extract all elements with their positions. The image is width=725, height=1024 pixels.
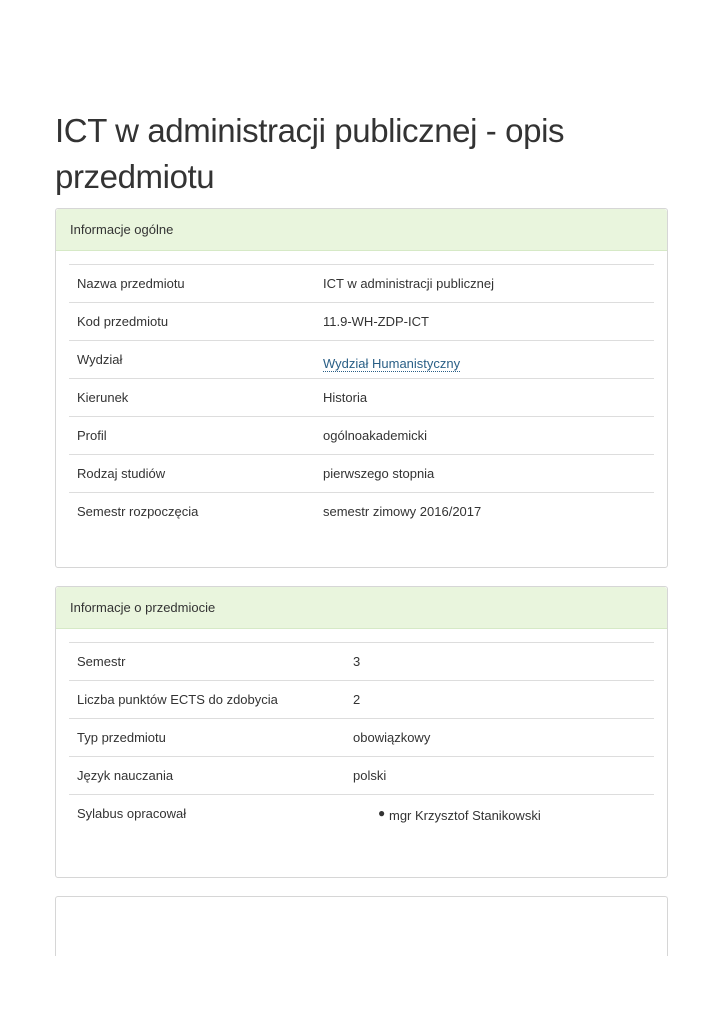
general-info-body bbox=[56, 251, 667, 531]
course-info-table bbox=[69, 642, 654, 833]
table-row bbox=[69, 643, 654, 681]
next-panel bbox=[55, 896, 668, 956]
row-value: Historia bbox=[323, 390, 368, 405]
course-info-panel bbox=[55, 586, 668, 878]
row-label: Profil bbox=[77, 428, 107, 443]
row-value: polski bbox=[353, 768, 387, 783]
table-row bbox=[69, 795, 654, 833]
course-info-heading: Informacje o przedmiocie bbox=[56, 587, 667, 629]
row-label: Sylabus opracował bbox=[77, 806, 187, 822]
list-item bbox=[353, 808, 646, 823]
row-value: 2 bbox=[353, 692, 361, 707]
row-label: Kod przedmiotu bbox=[77, 314, 169, 329]
general-info-table bbox=[69, 264, 654, 531]
table-row bbox=[69, 341, 654, 379]
course-info-body bbox=[56, 629, 667, 833]
faculty-link[interactable]: Wydział Humanistyczny bbox=[323, 356, 461, 371]
row-value: obowiązkowy bbox=[353, 730, 431, 745]
table-row bbox=[69, 719, 654, 757]
row-value bbox=[345, 795, 654, 833]
general-info-panel bbox=[55, 208, 668, 568]
table-row bbox=[69, 681, 654, 719]
row-value bbox=[315, 341, 654, 379]
row-value: 3 bbox=[353, 654, 361, 669]
row-label: Semestr bbox=[77, 654, 126, 669]
row-label: Typ przedmiotu bbox=[77, 730, 166, 745]
table-row bbox=[69, 417, 654, 455]
row-label: Język nauczania bbox=[77, 768, 174, 783]
authors-list bbox=[353, 808, 646, 823]
table-row bbox=[69, 303, 654, 341]
row-value: ICT w administracji publicznej bbox=[323, 276, 494, 291]
row-value: semestr zimowy 2016/2017 bbox=[323, 504, 482, 520]
row-label: Wydział bbox=[77, 352, 123, 367]
bullet-icon: ● bbox=[378, 806, 386, 821]
row-label: Liczba punktów ECTS do zdobycia bbox=[77, 692, 278, 707]
row-label: Semestr rozpoczęcia bbox=[77, 504, 199, 520]
row-label: Rodzaj studiów bbox=[77, 466, 166, 481]
row-value: 11.9-WH-ZDP-ICT bbox=[323, 314, 429, 329]
row-label: Kierunek bbox=[77, 390, 129, 405]
row-value: ogólnoakademicki bbox=[323, 428, 428, 443]
page-title: ICT w administracji publicznej - opis przedmiotu bbox=[55, 112, 565, 195]
table-row bbox=[69, 493, 654, 531]
table-row bbox=[69, 265, 654, 303]
row-value: pierwszego stopnia bbox=[323, 466, 435, 481]
row-label: Nazwa przedmiotu bbox=[77, 276, 185, 291]
table-row bbox=[69, 757, 654, 795]
author-name: mgr Krzysztof Stanikowski bbox=[389, 808, 541, 824]
table-row bbox=[69, 379, 654, 417]
general-info-heading: Informacje ogólne bbox=[56, 209, 667, 251]
table-row bbox=[69, 455, 654, 493]
